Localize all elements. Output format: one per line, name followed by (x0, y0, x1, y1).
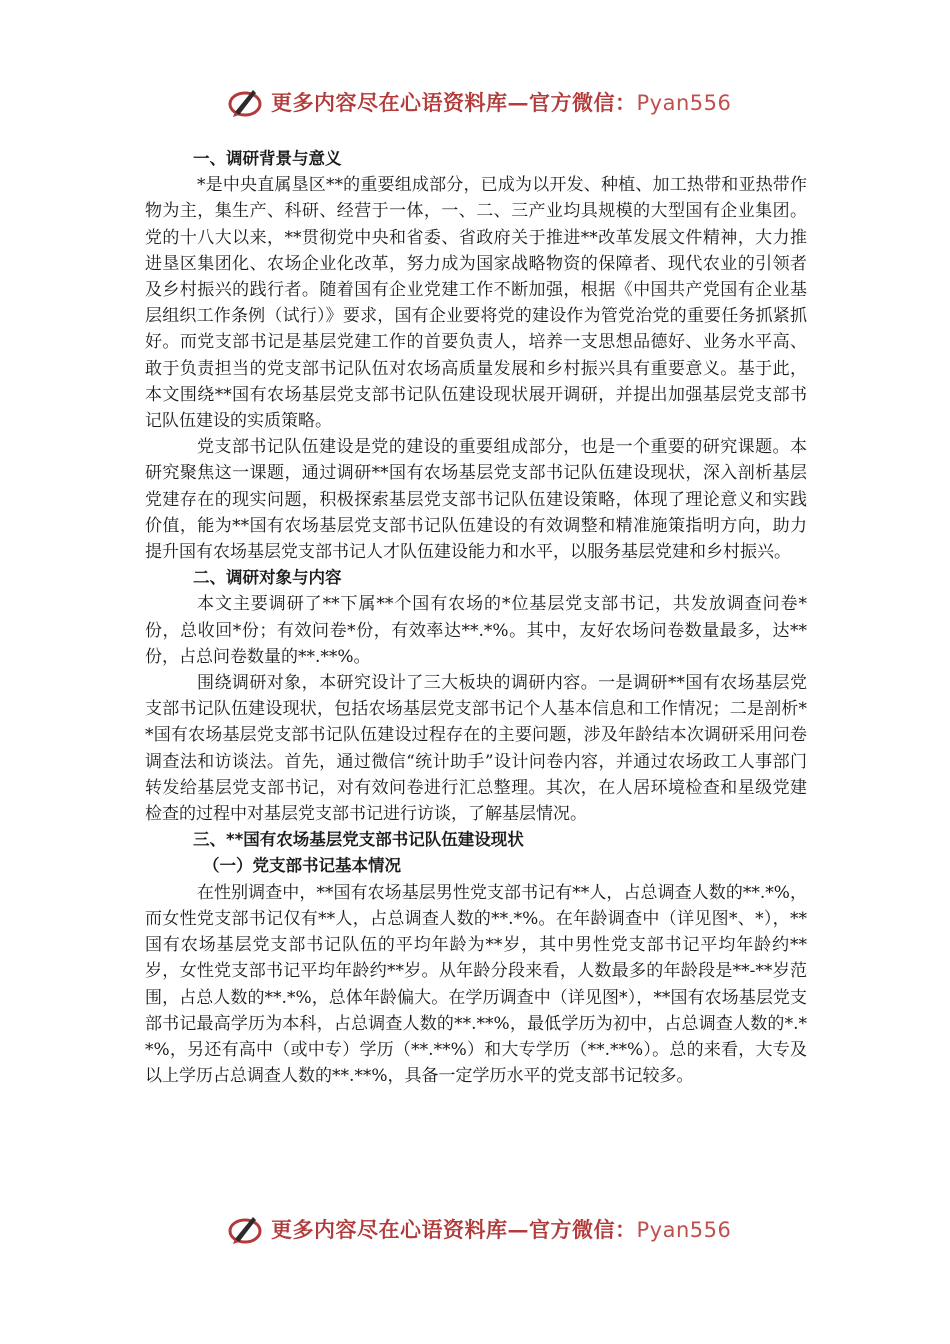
section-3-heading: 三、**国有农场基层党支部书记队伍建设现状 (193, 830, 524, 850)
section-3-1-heading: （一）党支部书记基本情况 (203, 856, 401, 876)
banner-text: 更多内容尽在心语资料库—官方微信：Pyan556 (271, 1217, 732, 1242)
banner-wechat-id: Pyan556 (636, 91, 732, 115)
banner-text: 更多内容尽在心语资料库—官方微信：Pyan556 (271, 90, 732, 115)
pen-ring-logo-icon (225, 1209, 265, 1249)
pen-ring-logo-icon (225, 82, 265, 122)
banner-wechat-id: Pyan556 (636, 1218, 732, 1242)
section-2-paragraph-2: 围绕调研对象，本研究设计了三大板块的调研内容。一是调研**国有农场基层党支部书记队伍建设现状，包括农场基层党支部书记个人基本信息和工作情况；二是剖析**国有农场基层党支部书记队伍建设过程存在的主要问题，涉及年龄结本次调研采用问卷调查法和访谈法。首先，通过微信“统计助手”设计问卷内容，并通过农场政工人事部门转发给基层党支部书记，对有效问卷进行汇总整理。其次，在人居环境检查和星级党建检查的过程中对基层党支部书记进行访谈，了解基层情况。 (145, 673, 807, 825)
footer-banner (225, 1209, 745, 1249)
section-2-paragraph-1: 本文主要调研了**下属**个国有农场的*位基层党支部书记，共发放调查问卷*份，总收回*份；有效问卷*份，有效率达**.*%。其中，友好农场问卷数量最多，达**份，占总问卷数量的**.**%。 (145, 594, 807, 667)
section-2-heading: 二、调研对象与内容 (193, 568, 342, 588)
document-body (145, 146, 807, 1089)
section-1-heading: 一、调研背景与意义 (193, 149, 342, 168)
section-3-1-paragraph-1: 在性别调查中，**国有农场基层男性党支部书记有**人，占总调查人数的**.*%，而女性党支部书记仅有**人，占总调查人数的**.*%。在年龄调查中（详见图*、*），**国有农场基层党支部书记队伍的平均年龄为**岁，其中男性党支部书记平均年龄约**岁，女性党支部书记平均年龄约**岁。从年龄分段来看，人数最多的年龄段是**-**岁范围，占总人数的**.*%，总体年龄偏大。在学历调查中（详见图*），**国有农场基层党支部书记最高学历为本科，占总调查人数的**.**%，最低学历为初中，占总调查人数的*.**%，另还有高中（或中专）学历（**.**%）和大专学历（**.**%）。总的来看，大专及以上学历占总调查人数的**.**%，具备一定学历水平的党支部书记较多。 (145, 882, 807, 1087)
section-1-paragraph-1: *是中央直属垦区**的重要组成部分，已成为以开发、种植、加工热带和亚热带作物为主，集生产、科研、经营于一体，一、二、三产业均具规模的大型国有企业集团。党的十八大以来，**贯彻党中央和省委、省政府关于推进**改革发展文件精神，大力推进垦区集团化、农场企业化改革，努力成为国家战略物资的保障者、现代农业的引领者及乡村振兴的践行者。随着国有企业党建工作不断加强，根据《中国共产党国有企业基层组织工作条例（试行）》要求，国有企业要将党的建设作为管党治党的重要任务抓紧抓好。而党支部书记是基层党建工作的首要负责人，培养一支思想品德好、业务水平高、敢于负责担当的党支部书记队伍对农场高质量发展和乡村振兴具有重要意义。基于此，本文围绕**国有农场基层党支部书记队伍建设现状展开调研，并提出加强基层党支部书记队伍建设的实质策略。 (145, 175, 807, 432)
section-1-paragraph-2: 党支部书记队伍建设是党的建设的重要组成部分，也是一个重要的研究课题。本研究聚焦这一课题，通过调研**国有农场基层党支部书记队伍建设现状，深入剖析基层党建存在的现实问题，积极探索基层党支部书记队伍建设策略，体现了理论意义和实践价值，能为**国有农场基层党支部书记队伍建设的有效调整和精准施策指明方向，助力提升国有农场基层党支部书记人才队伍建设能力和水平，以服务基层党建和乡村振兴。 (145, 437, 807, 563)
header-banner (225, 82, 745, 122)
